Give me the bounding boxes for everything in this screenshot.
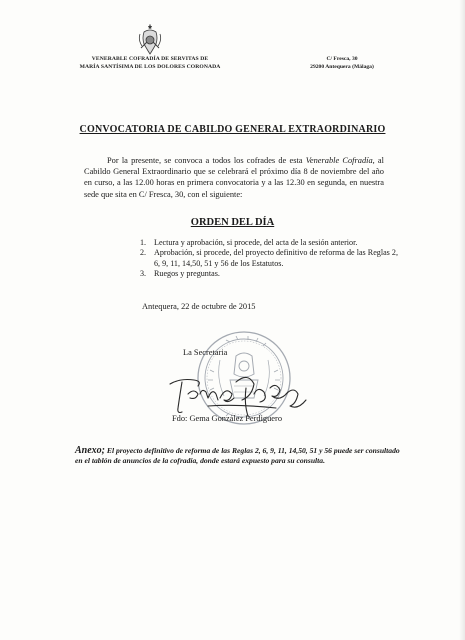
document-title: CONVOCATORIA DE CABILDO GENERAL EXTRAORDINARIO <box>79 124 386 135</box>
organization-line-1: VENERABLE COFRADÍA DE SERVITAS DE <box>91 56 209 62</box>
agenda-item-text: Lectura y aprobación, si procede, del acta de la sesión anterior. <box>154 238 358 247</box>
signer-name: Fdo: Gema González Perdiguero <box>172 414 283 423</box>
intro-paragraph <box>84 155 384 200</box>
agenda-item-text: Ruegos y preguntas. <box>154 268 220 278</box>
address-line-1: C/ Fresca, 30 <box>326 56 358 62</box>
brotherhood-crest-icon <box>138 24 162 56</box>
intro-text-1: Por la presente, se convoca a todos los cofrades de esta <box>107 156 306 165</box>
agenda-item-number: 1. <box>140 238 147 247</box>
agenda-item-text: Aprobación, si procede, del proyecto definitivo de reforma de las Reglas 2, 6, 9, 11, 14,50, 51 y 56 de los Estatutos. <box>154 248 398 268</box>
agenda-item <box>140 248 398 269</box>
address-line-2: 29200 Antequera (Málaga) <box>310 63 374 70</box>
agenda-item-number: 3. <box>140 268 147 278</box>
intro-emphasis: Venerable Cofradía <box>305 156 373 165</box>
agenda-item <box>140 269 398 279</box>
secretary-label: La Secretaria <box>183 348 228 357</box>
intro-text-2: , al Cabildo General Extraordinario que se celebrará el próximo día 8 de noviembre del año en curso, a las 12.00 horas en primera convocatoria y a las 12.30 en segunda, en nuestra sede que sita en C/ Fresca, 30, con el siguiente: <box>84 156 384 199</box>
agenda-title: ORDEN DEL DÍA <box>190 217 275 228</box>
agenda-list <box>140 238 398 279</box>
agenda-item-number: 2. <box>140 248 147 258</box>
annex-label: Anexo; <box>75 445 105 456</box>
organization-name <box>50 56 250 71</box>
organization-address <box>290 56 394 71</box>
date-line: Antequera, 22 de octubre de 2015 <box>142 302 256 311</box>
agenda-item <box>140 238 398 248</box>
page-edge-shadow <box>459 0 465 640</box>
organization-line-2: MARÍA SANTÍSIMA DE LOS DOLORES CORONADA <box>79 63 221 70</box>
annex-text: El proyecto definitivo de reforma de las Reglas 2, 6, 9, 11, 14,50, 51 y 56 puede ser consultado en el tablón de anuncios de la cofradía, donde estará expuesto para su consulta. <box>75 446 400 465</box>
annex-note <box>75 446 403 466</box>
